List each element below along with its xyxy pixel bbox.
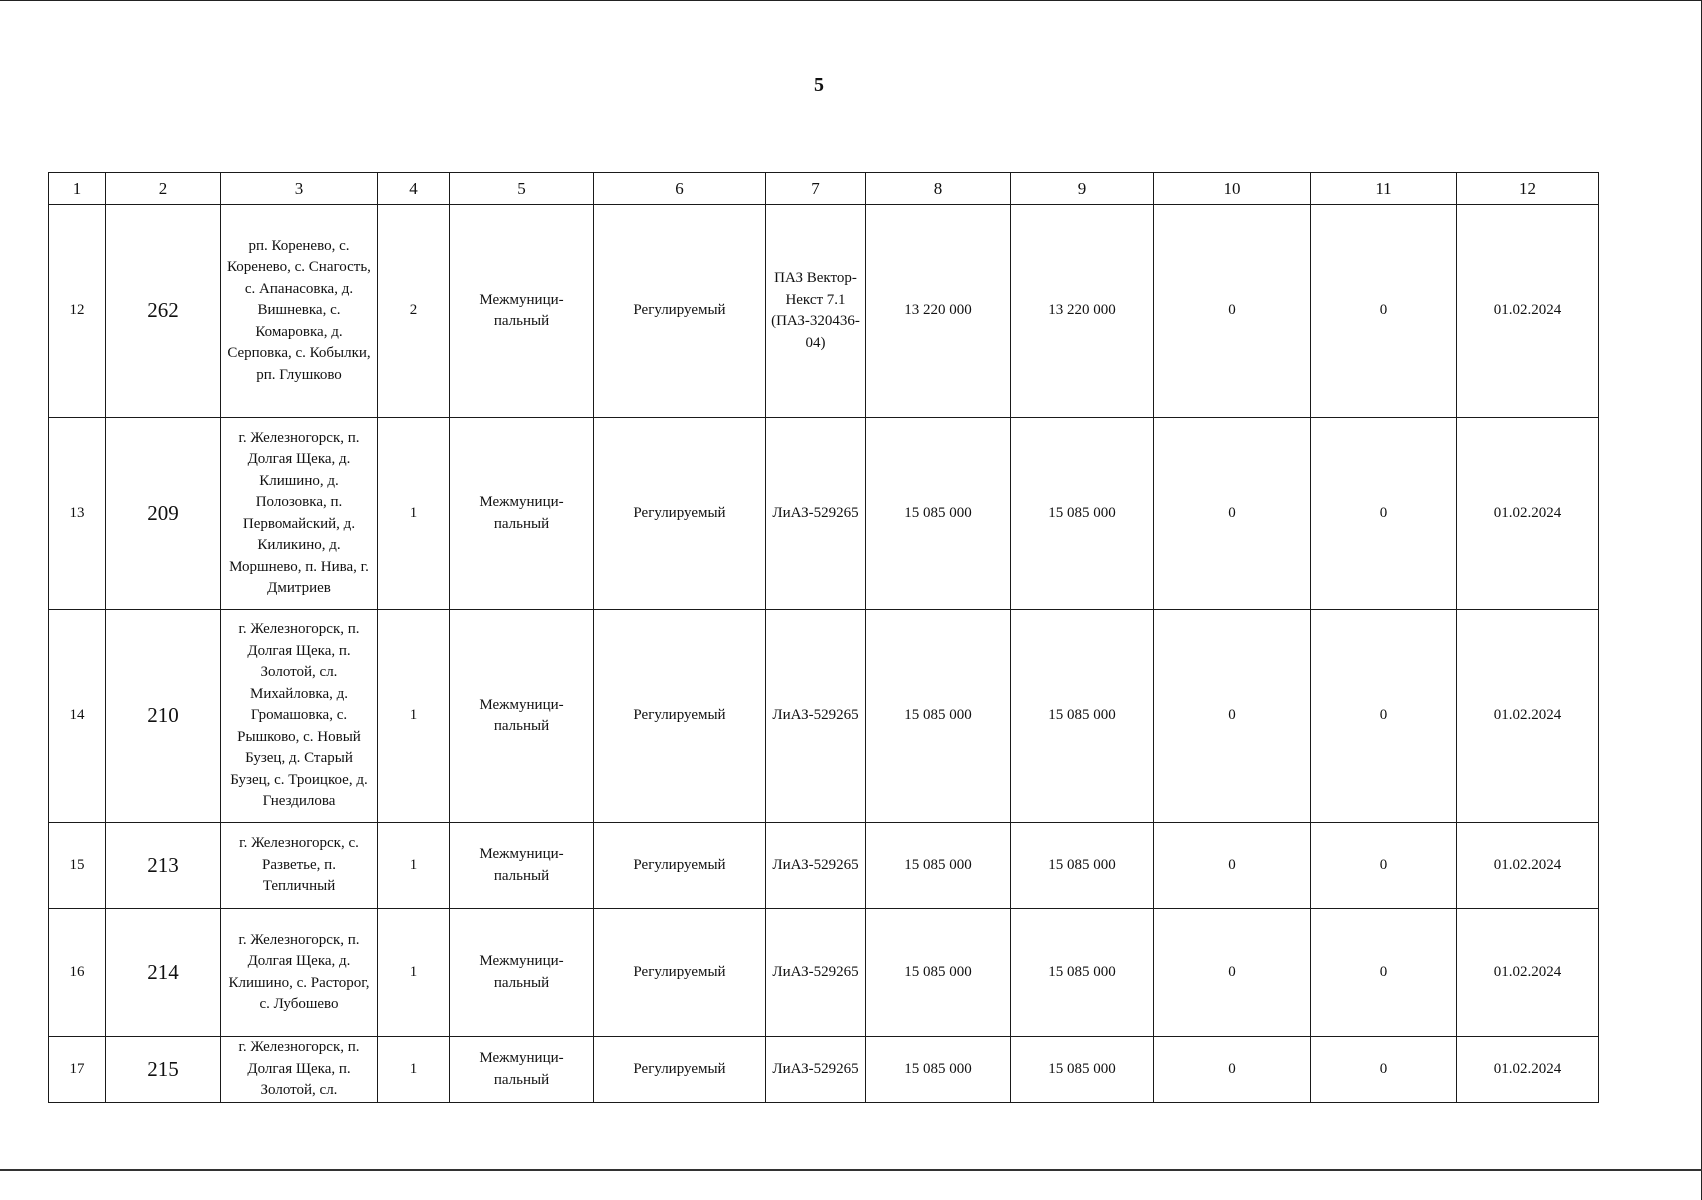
vehicle-count: 2	[378, 205, 450, 418]
amount-col9: 13 220 000	[1011, 205, 1154, 418]
value-col11: 0	[1311, 205, 1457, 418]
scan-edge-bottom	[0, 1169, 1702, 1171]
column-number: 1	[49, 173, 106, 205]
amount-col8: 15 085 000	[866, 823, 1011, 909]
amount-col8: 15 085 000	[866, 909, 1011, 1037]
value-col10: 0	[1154, 418, 1311, 610]
route-kind: Межмуници-пальный	[450, 610, 594, 823]
column-number-row	[49, 173, 1599, 205]
amount-col8: 15 085 000	[866, 1037, 1011, 1103]
route-regime: Регулируемый	[594, 418, 766, 610]
table-row	[49, 610, 1599, 823]
table-row	[49, 909, 1599, 1037]
column-number: 4	[378, 173, 450, 205]
route-regime: Регулируемый	[594, 1037, 766, 1103]
amount-col9: 15 085 000	[1011, 1037, 1154, 1103]
amount-col9: 15 085 000	[1011, 418, 1154, 610]
column-number: 2	[106, 173, 221, 205]
route-kind: Межмуници-пальный	[450, 418, 594, 610]
bus-model: ПАЗ Вектор-Некст 7.1 (ПАЗ-320436-04)	[766, 205, 866, 418]
route-number: 215	[106, 1037, 221, 1103]
value-col11: 0	[1311, 610, 1457, 823]
date-col12: 01.02.2024	[1457, 418, 1599, 610]
amount-col9: 15 085 000	[1011, 909, 1154, 1037]
route-stops: г. Железногорск, с. Разветье, п. Тепличный	[221, 823, 378, 909]
page-number: 5	[814, 74, 824, 96]
value-col11: 0	[1311, 909, 1457, 1037]
bus-model: ЛиАЗ-529265	[766, 1037, 866, 1103]
vehicle-count: 1	[378, 610, 450, 823]
column-number: 10	[1154, 173, 1311, 205]
column-number: 9	[1011, 173, 1154, 205]
amount-col8: 13 220 000	[866, 205, 1011, 418]
route-kind: Межмуници-пальный	[450, 823, 594, 909]
value-col10: 0	[1154, 909, 1311, 1037]
table-row	[49, 418, 1599, 610]
date-col12: 01.02.2024	[1457, 823, 1599, 909]
vehicle-count: 1	[378, 909, 450, 1037]
row-number: 14	[49, 610, 106, 823]
value-col11: 0	[1311, 418, 1457, 610]
route-number: 209	[106, 418, 221, 610]
column-number: 8	[866, 173, 1011, 205]
scan-edge-top	[0, 0, 1702, 1]
vehicle-count: 1	[378, 823, 450, 909]
bus-model: ЛиАЗ-529265	[766, 823, 866, 909]
row-number: 12	[49, 205, 106, 418]
date-col12: 01.02.2024	[1457, 909, 1599, 1037]
table-row	[49, 823, 1599, 909]
amount-col9: 15 085 000	[1011, 823, 1154, 909]
value-col10: 0	[1154, 205, 1311, 418]
vehicle-count: 1	[378, 418, 450, 610]
amount-col8: 15 085 000	[866, 418, 1011, 610]
amount-col9: 15 085 000	[1011, 610, 1154, 823]
row-number: 16	[49, 909, 106, 1037]
row-number: 17	[49, 1037, 106, 1103]
route-number: 213	[106, 823, 221, 909]
table-row	[49, 205, 1599, 418]
value-col10: 0	[1154, 823, 1311, 909]
column-number: 11	[1311, 173, 1457, 205]
route-kind: Межмуници-пальный	[450, 909, 594, 1037]
column-number: 12	[1457, 173, 1599, 205]
table-row	[49, 1037, 1599, 1103]
value-col11: 0	[1311, 1037, 1457, 1103]
column-number: 7	[766, 173, 866, 205]
column-number: 3	[221, 173, 378, 205]
route-regime: Регулируемый	[594, 610, 766, 823]
route-stops: г. Железногорск, п. Долгая Щека, д. Клишино, д. Полозовка, п. Первомайский, д. Киликино, д. Моршнево, п. Нива, г. Дмитриев	[221, 418, 378, 610]
row-number: 15	[49, 823, 106, 909]
bus-model: ЛиАЗ-529265	[766, 610, 866, 823]
date-col12: 01.02.2024	[1457, 205, 1599, 418]
bus-model: ЛиАЗ-529265	[766, 418, 866, 610]
route-number: 210	[106, 610, 221, 823]
column-number: 6	[594, 173, 766, 205]
value-col10: 0	[1154, 1037, 1311, 1103]
route-stops: г. Железногорск, п. Долгая Щека, д. Клишино, с. Расторог, с. Лубошево	[221, 909, 378, 1037]
route-kind: Межмуници-пальный	[450, 1037, 594, 1103]
route-stops: рп. Кореневo, с. Коренево, с. Снагость, с. Апанасовка, д. Вишневка, с. Комаровка, д. Серповка, с. Кобылки, рп. Глушково	[221, 205, 378, 418]
bus-model: ЛиАЗ-529265	[766, 909, 866, 1037]
route-number: 262	[106, 205, 221, 418]
route-kind: Межмуници-пальный	[450, 205, 594, 418]
date-col12: 01.02.2024	[1457, 610, 1599, 823]
route-regime: Регулируемый	[594, 205, 766, 418]
amount-col8: 15 085 000	[866, 610, 1011, 823]
route-stops: г. Железногорск, п. Долгая Щека, п. Золотой, сл.	[221, 1037, 378, 1103]
row-number: 13	[49, 418, 106, 610]
vehicle-count: 1	[378, 1037, 450, 1103]
route-number: 214	[106, 909, 221, 1037]
route-regime: Регулируемый	[594, 909, 766, 1037]
column-number: 5	[450, 173, 594, 205]
routes-table	[48, 172, 1599, 1103]
route-stops: г. Железногорск, п. Долгая Щека, п. Золотой, сл. Михайловка, д. Громашовка, с. Рышково, с. Новый Бузец, д. Старый Бузец, с. Троицкое, д. Гнездилова	[221, 610, 378, 823]
value-col10: 0	[1154, 610, 1311, 823]
route-regime: Регулируемый	[594, 823, 766, 909]
date-col12: 01.02.2024	[1457, 1037, 1599, 1103]
value-col11: 0	[1311, 823, 1457, 909]
